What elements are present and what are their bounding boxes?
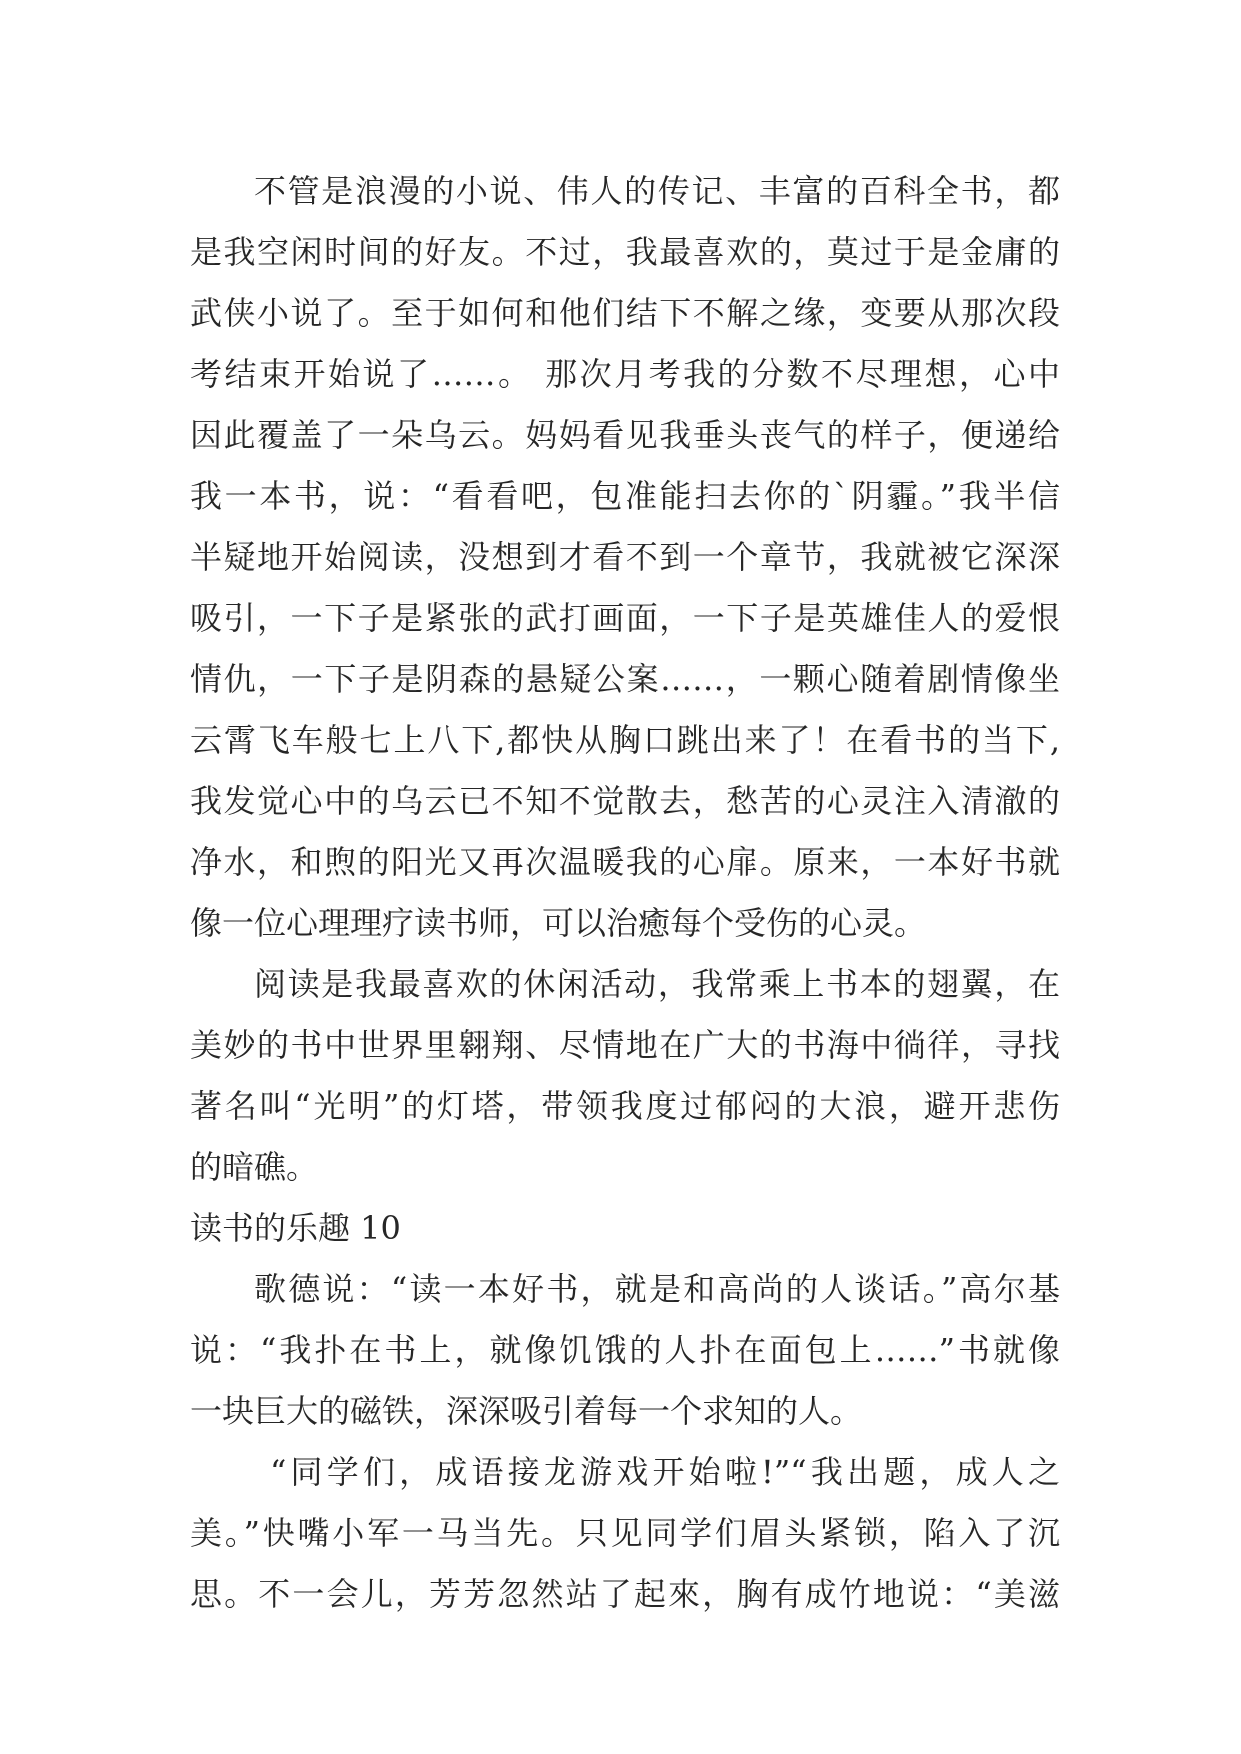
text-line: 因此覆盖了一朵乌云。妈妈看见我垂头丧气的样子，便递给 bbox=[190, 416, 1060, 454]
text-line: 美。”快嘴小军一马当先。只见同学们眉头紧锁，陷入了沉 bbox=[190, 1514, 1060, 1552]
text-line: 情仇，一下子是阴森的悬疑公案……，一颗心随着剧情像坐 bbox=[190, 660, 1060, 698]
text-line: 云霄飞车般七上八下,都快从胸口跳出来了！在看书的当下, bbox=[190, 721, 1060, 759]
text-line: 我一本书，说：“看看吧，包准能扫去你的`阴霾。”我半信 bbox=[190, 477, 1060, 515]
section-heading: 读书的乐趣 10 bbox=[190, 1209, 401, 1247]
text-line: 著名叫“光明”的灯塔，带领我度过郁闷的大浪，避开悲伤 bbox=[190, 1087, 1060, 1125]
text-line: 是我空闲时间的好友。不过，我最喜欢的，莫过于是金庸的 bbox=[190, 233, 1060, 271]
text-line: 考结束开始说了……。 那次月考我的分数不尽理想，心中 bbox=[190, 355, 1060, 393]
text-line: 的暗礁。 bbox=[190, 1148, 319, 1186]
text-line: 不管是浪漫的小说、伟人的传记、丰富的百科全书，都 bbox=[254, 172, 1060, 210]
text-line: 美妙的书中世界里翱翔、尽情地在广大的书海中徜徉，寻找 bbox=[190, 1026, 1060, 1064]
text-line: 武侠小说了。至于如何和他们结下不解之缘，变要从那次段 bbox=[190, 294, 1060, 332]
text-line: 我发觉心中的乌云已不知不觉散去，愁苦的心灵注入清澈的 bbox=[190, 782, 1060, 820]
text-line: 思。不一会儿，芳芳忽然站了起來，胸有成竹地说：“美滋 bbox=[190, 1575, 1060, 1613]
text-line: 半疑地开始阅读，没想到才看不到一个章节，我就被它深深 bbox=[190, 538, 1060, 576]
text-line: 歌德说：“读一本好书，就是和高尚的人谈话。”高尔基 bbox=[254, 1270, 1060, 1308]
text-line: 像一位心理理疗读书师，可以治癒每个受伤的心灵。 bbox=[190, 904, 927, 942]
text-line: “同学们，成语接龙游戏开始啦!”“我出题，成人之 bbox=[270, 1453, 1060, 1491]
text-line: 说：“我扑在书上，就像饥饿的人扑在面包上……”书就像 bbox=[190, 1331, 1060, 1369]
text-line: 净水，和煦的阳光又再次温暖我的心扉。原来，一本好书就 bbox=[190, 843, 1060, 881]
text-line: 阅读是我最喜欢的休闲活动，我常乘上书本的翅翼，在 bbox=[254, 965, 1060, 1003]
body-text bbox=[190, 161, 1060, 1625]
text-line: 吸引，一下子是紧张的武打画面，一下子是英雄佳人的爱恨 bbox=[190, 599, 1060, 637]
text-line: 一块巨大的磁铁，深深吸引着每一个求知的人。 bbox=[190, 1392, 863, 1430]
